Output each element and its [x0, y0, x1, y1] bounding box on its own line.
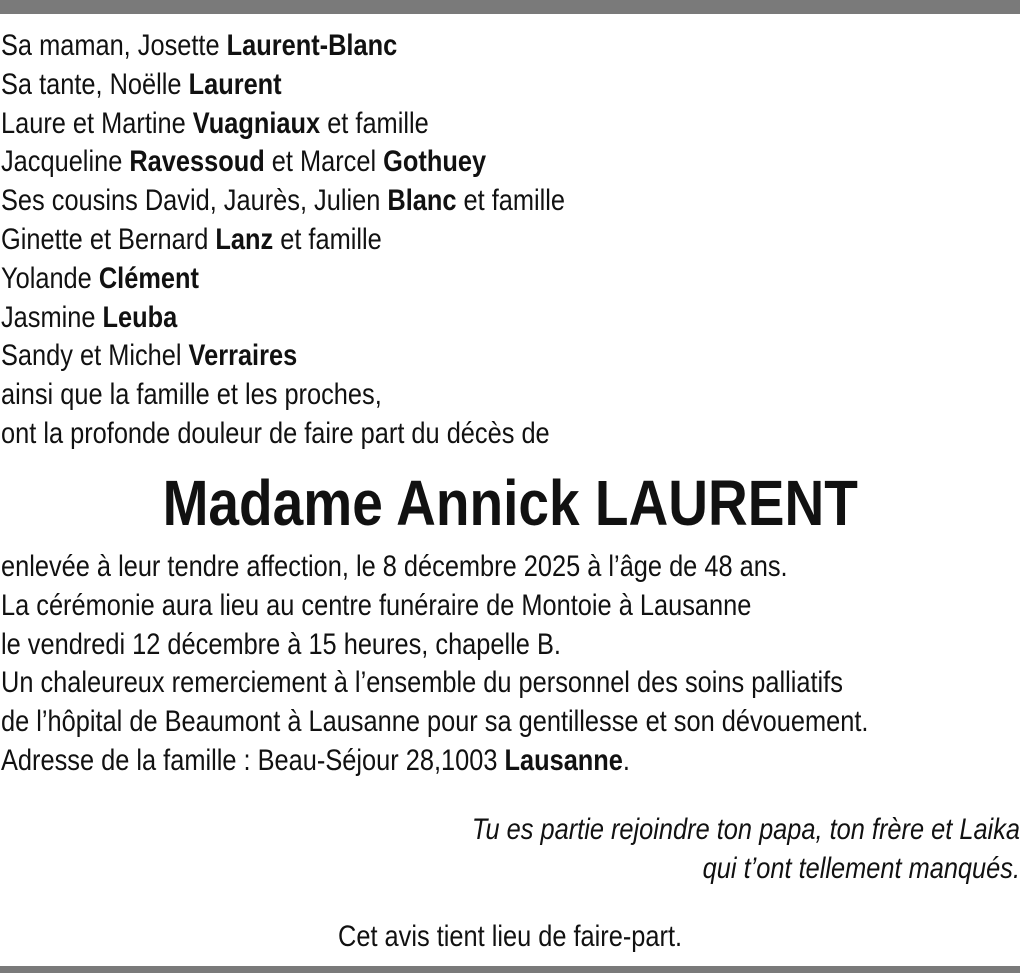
details-block: [1, 548, 1016, 781]
detail-line: La cérémonie aura lieu au centre funéraire de Montoie à Lausanne: [1, 588, 752, 622]
quote-line-1: Tu es partie rejoindre ton papa, ton frère et Laika: [471, 813, 1020, 846]
deceased-name-wrap: [0, 466, 1020, 540]
family-address: Adresse de la famille : Beau-Séjour 28,1003 Lausanne.: [1, 743, 630, 777]
mourner-line: Ses cousins David, Jaurès, Julien Blanc et famille: [1, 184, 566, 218]
mourner-line: Jacqueline Ravessoud et Marcel Gothuey: [1, 145, 487, 179]
detail-line: Un chaleureux remerciement à l’ensemble du personnel des soins palliatifs: [1, 666, 843, 700]
announcement-line: ont la profonde douleur de faire part du décès de: [1, 416, 550, 450]
quote: [0, 811, 1020, 889]
top-rule: [0, 0, 1020, 14]
quote-line-2: qui t’ont tellement manqués.: [702, 851, 1020, 885]
detail-line: enlevée à leur tendre affection, le 8 décembre 2025 à l’âge de 48 ans.: [1, 550, 788, 583]
mourners-list: [1, 27, 1016, 454]
mourner-line: Sa maman, Josette Laurent-Blanc: [1, 29, 398, 62]
family-line: ainsi que la famille et les proches,: [1, 378, 382, 412]
mourner-line: Jasmine Leuba: [1, 300, 178, 334]
mourner-line: Ginette et Bernard Lanz et famille: [1, 222, 382, 256]
detail-line: le vendredi 12 décembre à 15 heures, chapelle B.: [1, 627, 561, 661]
detail-line: de l’hôpital de Beaumont à Lausanne pour sa gentillesse et son dévouement.: [1, 705, 869, 739]
mourner-line: Yolande Clément: [1, 261, 199, 295]
mourner-line: Sandy et Michel Verraires: [1, 339, 298, 373]
closing-note: Cet avis tient lieu de faire-part.: [337, 920, 683, 953]
deceased-name: Madame Annick LAURENT: [162, 467, 858, 539]
bottom-rule: [0, 966, 1020, 973]
mourner-line: Laure et Martine Vuagniaux et famille: [1, 106, 429, 140]
mourner-line: Sa tante, Noëlle Laurent: [1, 67, 282, 101]
closing-wrap: [0, 918, 1020, 957]
